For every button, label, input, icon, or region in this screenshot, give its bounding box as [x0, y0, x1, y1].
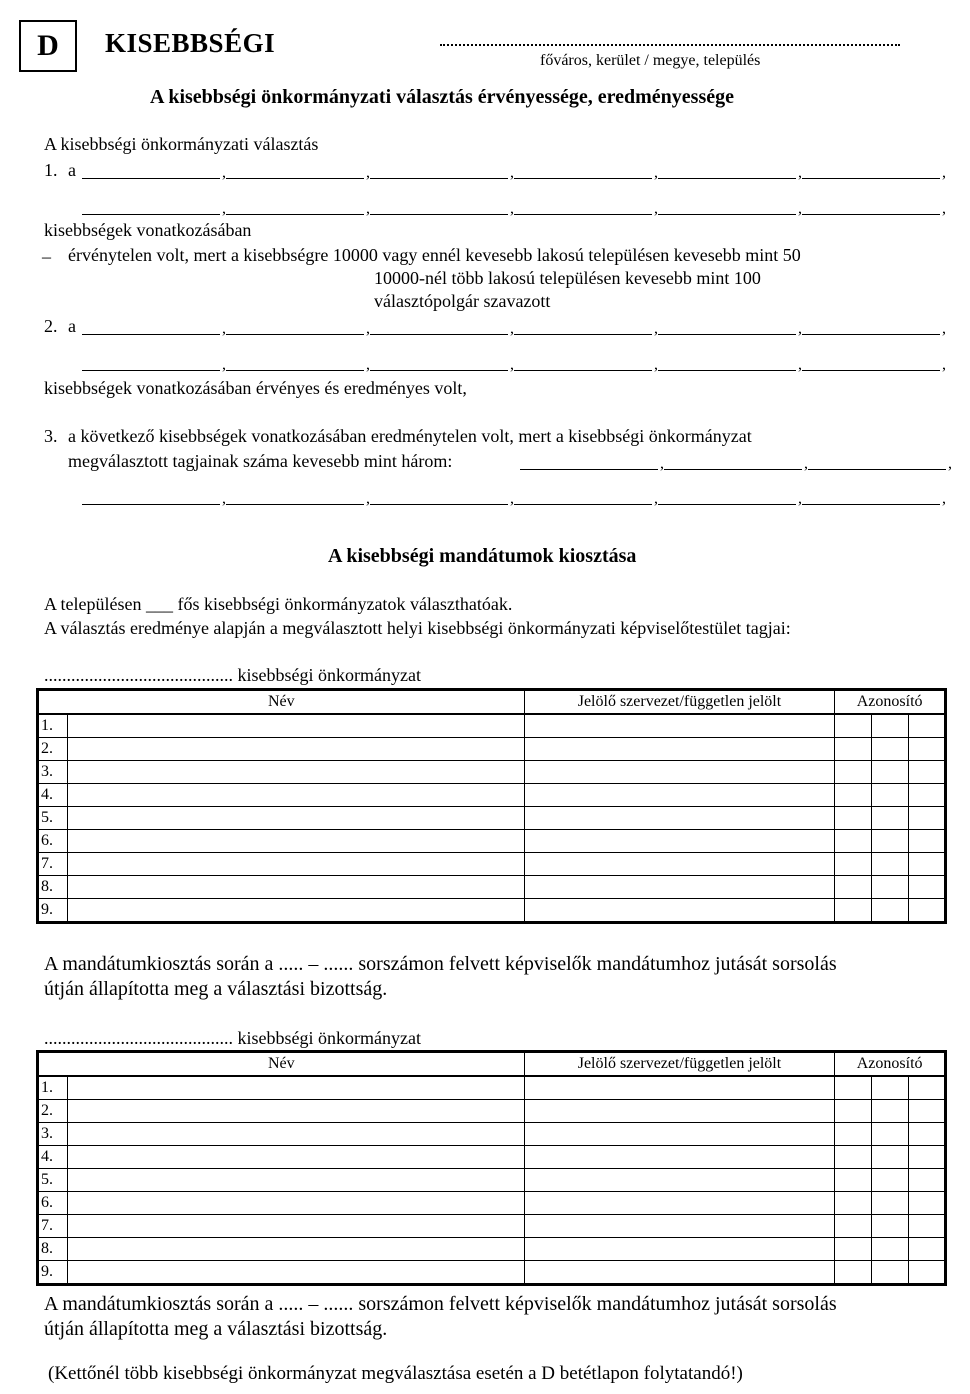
mandates-heading: A kisebbségi mandátumok kiosztása: [328, 545, 637, 567]
name-cell[interactable]: [67, 899, 524, 923]
id-cell[interactable]: [872, 830, 909, 853]
column-header-organization: Jelölő szervezet/független jelölt: [524, 690, 835, 715]
section2-blanks-row1: [82, 316, 952, 338]
table-row: [38, 1192, 946, 1215]
blank-field[interactable]: [514, 160, 652, 179]
id-cell[interactable]: [835, 738, 872, 761]
row-number: 1.: [38, 1076, 68, 1100]
section1-invalid-line2: 10000-nél több lakosú településen kevesebb mint 100: [374, 268, 761, 288]
id-cell[interactable]: [909, 899, 946, 923]
name-cell[interactable]: [67, 761, 524, 784]
blank-field[interactable]: [802, 486, 940, 505]
column-header-identifier: Azonosító: [835, 690, 946, 715]
blank-field[interactable]: [370, 352, 508, 371]
name-cell[interactable]: [67, 784, 524, 807]
row-number: 4.: [38, 784, 68, 807]
id-cell[interactable]: [872, 1169, 909, 1192]
id-cell[interactable]: [909, 876, 946, 899]
form-type-title: KISEBBSÉGI: [105, 28, 276, 58]
section2-prefix: a: [68, 316, 76, 336]
name-cell[interactable]: [67, 1100, 524, 1123]
blank-field[interactable]: [658, 486, 796, 505]
blank-field[interactable]: [370, 160, 508, 179]
id-cell[interactable]: [835, 1146, 872, 1169]
organization-cell[interactable]: [524, 1261, 835, 1285]
blank-field[interactable]: [514, 352, 652, 371]
table1-label-text: kisebbségi önkormányzat: [237, 665, 421, 685]
location-caption: főváros, kerület / megye, település: [540, 52, 761, 69]
blank-field[interactable]: [802, 316, 940, 335]
id-cell[interactable]: [835, 830, 872, 853]
id-cell[interactable]: [835, 714, 872, 738]
table1-label: [44, 665, 421, 686]
blank-field[interactable]: [82, 196, 220, 215]
id-cell[interactable]: [872, 899, 909, 923]
name-cell[interactable]: [67, 1192, 524, 1215]
id-cell[interactable]: [872, 1215, 909, 1238]
table2-label-text: kisebbségi önkormányzat: [237, 1028, 421, 1048]
id-cell[interactable]: [835, 784, 872, 807]
name-cell[interactable]: [67, 1238, 524, 1261]
id-cell[interactable]: [909, 761, 946, 784]
id-cell[interactable]: [872, 1100, 909, 1123]
id-cell[interactable]: [909, 738, 946, 761]
row-number: 8.: [38, 876, 68, 899]
row-number: 9.: [38, 1261, 68, 1285]
section2-suffix: kisebbségek vonatkozásában érvényes és eredményes volt,: [44, 378, 467, 398]
id-cell[interactable]: [909, 1169, 946, 1192]
section1-blanks-row1: [82, 160, 952, 182]
table2-minority-name-field[interactable]: ..........................................: [44, 1028, 233, 1048]
id-cell[interactable]: [909, 807, 946, 830]
organization-cell[interactable]: [524, 1076, 835, 1100]
form-code-box: D: [19, 20, 77, 72]
organization-cell[interactable]: [524, 1169, 835, 1192]
id-cell[interactable]: [909, 1192, 946, 1215]
id-cell[interactable]: [909, 1261, 946, 1285]
blank-field[interactable]: [514, 316, 652, 335]
id-cell[interactable]: [909, 784, 946, 807]
id-cell[interactable]: [835, 1261, 872, 1285]
blank-field[interactable]: [664, 451, 802, 470]
section1-suffix: kisebbségek vonatkozásában: [44, 220, 252, 240]
settlement-suffix: fős kisebbségi önkormányzatok választhatóak.: [177, 594, 513, 614]
organization-cell[interactable]: [524, 830, 835, 853]
row-number: 5.: [38, 807, 68, 830]
section1-number: 1.: [44, 160, 58, 180]
column-header-name: Név: [38, 690, 525, 715]
section3-blanks-row2: [82, 486, 952, 508]
blank-field[interactable]: [802, 352, 940, 371]
row-number: 1.: [38, 714, 68, 738]
id-cell[interactable]: [872, 1238, 909, 1261]
organization-cell[interactable]: [524, 876, 835, 899]
name-cell[interactable]: [67, 1146, 524, 1169]
organization-cell[interactable]: [524, 853, 835, 876]
blank-field[interactable]: [802, 160, 940, 179]
organization-cell[interactable]: [524, 1238, 835, 1261]
table-row: [38, 899, 946, 923]
section3-number: 3.: [44, 426, 58, 446]
row-number: 3.: [38, 1123, 68, 1146]
blank-field[interactable]: [514, 196, 652, 215]
section1-checkbox-mark[interactable]: _: [42, 240, 51, 260]
row-number: 7.: [38, 1215, 68, 1238]
blank-field[interactable]: [802, 196, 940, 215]
id-cell[interactable]: [835, 1238, 872, 1261]
id-cell[interactable]: [909, 853, 946, 876]
section2-number: 2.: [44, 316, 58, 336]
row-number: 8.: [38, 1238, 68, 1261]
validity-heading: A kisebbségi önkormányzati választás érvényessége, eredményessége: [150, 86, 735, 108]
id-cell[interactable]: [909, 1100, 946, 1123]
section1-invalid-line3: választópolgár szavazott: [374, 291, 551, 311]
id-cell[interactable]: [909, 1123, 946, 1146]
organization-cell[interactable]: [524, 1215, 835, 1238]
name-cell[interactable]: [67, 853, 524, 876]
name-cell[interactable]: [67, 1215, 524, 1238]
id-cell[interactable]: [835, 876, 872, 899]
blank-field[interactable]: [370, 196, 508, 215]
id-cell[interactable]: [835, 1169, 872, 1192]
id-cell[interactable]: [872, 1192, 909, 1215]
blank-field[interactable]: [82, 486, 220, 505]
id-cell[interactable]: [909, 830, 946, 853]
id-cell[interactable]: [909, 714, 946, 738]
id-cell[interactable]: [835, 1100, 872, 1123]
blank-field[interactable]: [226, 160, 364, 179]
name-cell[interactable]: [67, 807, 524, 830]
organization-cell[interactable]: [524, 784, 835, 807]
blank-field[interactable]: [226, 486, 364, 505]
id-cell[interactable]: [872, 876, 909, 899]
organization-cell[interactable]: [524, 738, 835, 761]
organization-cell[interactable]: [524, 1100, 835, 1123]
id-cell[interactable]: [872, 784, 909, 807]
id-cell[interactable]: [835, 761, 872, 784]
table-row: [38, 807, 946, 830]
organization-cell[interactable]: [524, 714, 835, 738]
name-cell[interactable]: [67, 738, 524, 761]
blank-field[interactable]: [82, 160, 220, 179]
id-cell[interactable]: [835, 853, 872, 876]
id-cell[interactable]: [909, 1215, 946, 1238]
column-header-organization: Jelölő szervezet/független jelölt: [524, 1052, 835, 1077]
name-cell[interactable]: [67, 830, 524, 853]
row-number: 6.: [38, 1192, 68, 1215]
table-row: [38, 738, 946, 761]
footer-note: (Kettőnél több kisebbségi önkormányzat megválasztása esetén a D betétlapon folytatandó!): [48, 1363, 743, 1384]
table-row: [38, 1100, 946, 1123]
id-cell[interactable]: [835, 1192, 872, 1215]
table1-lottery-line1: A mandátumkiosztás során a ..... – ...... sorszámon felvett képviselők mandátumhoz jutását sorsolás: [44, 953, 837, 975]
id-cell[interactable]: [835, 1123, 872, 1146]
members-table-2: [36, 1050, 947, 1286]
table-row: [38, 1146, 946, 1169]
table2-lottery-line2: útján állapította meg a választási bizottság.: [44, 1318, 388, 1340]
settlement-prefix: A településen: [44, 594, 142, 614]
id-cell[interactable]: [872, 714, 909, 738]
blank-field[interactable]: [658, 316, 796, 335]
table-row: [38, 853, 946, 876]
id-cell[interactable]: [835, 807, 872, 830]
name-cell[interactable]: [67, 1261, 524, 1285]
id-cell[interactable]: [872, 1261, 909, 1285]
blank-field[interactable]: [82, 316, 220, 335]
table-header-row: [38, 1052, 946, 1077]
table1-minority-name-field[interactable]: ..........................................: [44, 665, 233, 685]
settlement-line: [44, 594, 512, 615]
id-cell[interactable]: [872, 761, 909, 784]
section1-prefix: a: [68, 160, 76, 180]
blank-field[interactable]: [808, 451, 946, 470]
organization-cell[interactable]: [524, 1192, 835, 1215]
id-cell[interactable]: [872, 738, 909, 761]
name-cell[interactable]: [67, 1169, 524, 1192]
row-number: 5.: [38, 1169, 68, 1192]
table-row: [38, 876, 946, 899]
id-cell[interactable]: [872, 853, 909, 876]
blank-field[interactable]: [658, 352, 796, 371]
row-number: 2.: [38, 1100, 68, 1123]
blank-field[interactable]: [226, 352, 364, 371]
table-row: [38, 830, 946, 853]
table-row: [38, 784, 946, 807]
organization-cell[interactable]: [524, 807, 835, 830]
table-row: [38, 714, 946, 738]
blank-field[interactable]: [658, 196, 796, 215]
name-cell[interactable]: [67, 1123, 524, 1146]
result-line: A választás eredménye alapján a megválasztott helyi kisebbségi önkormányzati képviselőtestület tagjai:: [44, 618, 791, 638]
location-input-line[interactable]: [440, 34, 900, 46]
id-cell[interactable]: [909, 1238, 946, 1261]
members-table-1: [36, 688, 947, 924]
column-header-identifier: Azonosító: [835, 1052, 946, 1077]
name-cell[interactable]: [67, 876, 524, 899]
id-cell[interactable]: [835, 899, 872, 923]
row-number: 7.: [38, 853, 68, 876]
section3-blanks-row1: [520, 451, 952, 473]
table-row: [38, 1215, 946, 1238]
settlement-size-field[interactable]: ___: [145, 594, 173, 614]
blank-field[interactable]: [514, 486, 652, 505]
blank-field[interactable]: [370, 316, 508, 335]
blank-field[interactable]: [82, 352, 220, 371]
column-header-name: Név: [38, 1052, 525, 1077]
name-cell[interactable]: [67, 1076, 524, 1100]
id-cell[interactable]: [872, 1146, 909, 1169]
table2-label: [44, 1028, 421, 1049]
id-cell[interactable]: [835, 1076, 872, 1100]
blank-field[interactable]: [520, 451, 658, 470]
id-cell[interactable]: [872, 807, 909, 830]
table1-lottery-line2: útján állapította meg a választási bizottság.: [44, 978, 388, 1000]
blank-field[interactable]: [370, 486, 508, 505]
row-number: 9.: [38, 899, 68, 923]
table-row: [38, 1123, 946, 1146]
table-row: [38, 1076, 946, 1100]
name-cell[interactable]: [67, 714, 524, 738]
table-row: [38, 1169, 946, 1192]
blank-field[interactable]: [226, 316, 364, 335]
section1-invalid-line1: érvénytelen volt, mert a kisebbségre 10000 vagy ennél kevesebb lakosú településen kevesebb mint 50: [68, 245, 801, 265]
section3-line2: megválasztott tagjainak száma kevesebb mint három:: [68, 451, 453, 471]
id-cell[interactable]: [835, 1215, 872, 1238]
id-cell[interactable]: [909, 1076, 946, 1100]
id-cell[interactable]: [872, 1123, 909, 1146]
table-row: [38, 1261, 946, 1285]
id-cell[interactable]: [872, 1076, 909, 1100]
organization-cell[interactable]: [524, 899, 835, 923]
organization-cell[interactable]: [524, 1123, 835, 1146]
id-cell[interactable]: [909, 1146, 946, 1169]
blank-field[interactable]: [658, 160, 796, 179]
section3-line1: a következő kisebbségek vonatkozásában eredménytelen volt, mert a kisebbségi önkormányzat: [68, 426, 752, 446]
organization-cell[interactable]: [524, 1146, 835, 1169]
row-number: 4.: [38, 1146, 68, 1169]
table-header-row: [38, 690, 946, 715]
section1-blanks-row2: [82, 196, 952, 218]
table-row: [38, 1238, 946, 1261]
row-number: 2.: [38, 738, 68, 761]
table-row: [38, 761, 946, 784]
organization-cell[interactable]: [524, 761, 835, 784]
table2-lottery-line1: A mandátumkiosztás során a ..... – ...... sorszámon felvett képviselők mandátumhoz jutását sorsolás: [44, 1293, 837, 1315]
section2-blanks-row2: [82, 352, 952, 374]
row-number: 6.: [38, 830, 68, 853]
row-number: 3.: [38, 761, 68, 784]
blank-field[interactable]: [226, 196, 364, 215]
intro-text: A kisebbségi önkormányzati választás: [44, 134, 319, 154]
